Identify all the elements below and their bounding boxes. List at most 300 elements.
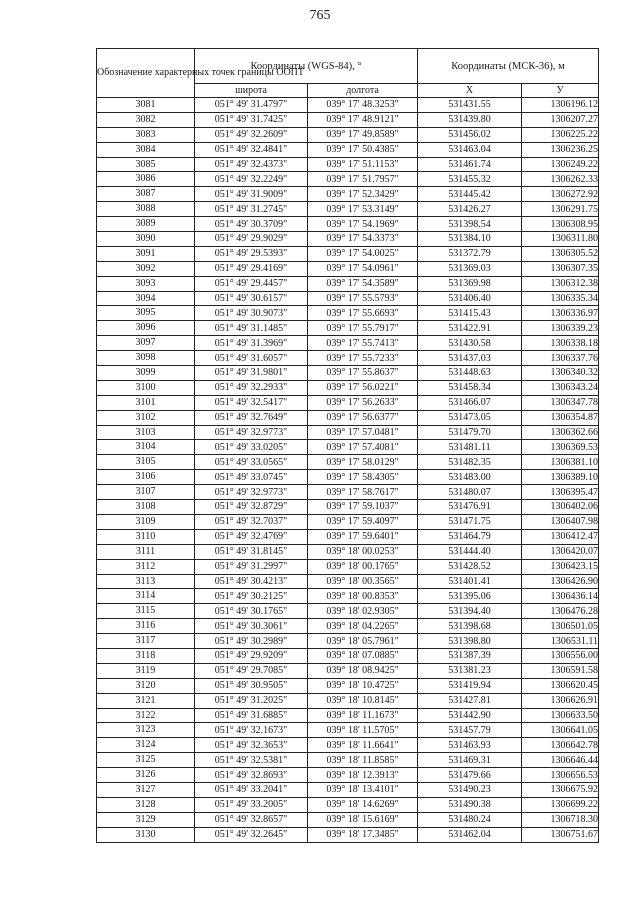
table-body bbox=[97, 98, 599, 843]
point-number-cell: 3121 bbox=[97, 693, 195, 708]
point-number-cell: 3124 bbox=[97, 738, 195, 753]
point-number-cell: 3109 bbox=[97, 514, 195, 529]
point-number-cell: 3085 bbox=[97, 157, 195, 172]
x-coordinate-cell: 531406.40 bbox=[418, 291, 522, 306]
point-number-cell: 3112 bbox=[97, 559, 195, 574]
y-coordinate-cell: 1306426.90 bbox=[522, 574, 599, 589]
latitude-cell: 051° 49' 32.7037" bbox=[195, 514, 308, 529]
latitude-cell: 051° 49' 33.2041" bbox=[195, 782, 308, 797]
table-row bbox=[97, 738, 599, 753]
latitude-cell: 051° 49' 30.2125" bbox=[195, 589, 308, 604]
longitude-cell: 039° 18' 11.6641" bbox=[308, 738, 418, 753]
y-coordinate-cell: 1306335.34 bbox=[522, 291, 599, 306]
y-coordinate-cell: 1306476.28 bbox=[522, 604, 599, 619]
latitude-cell: 051° 49' 32.5381" bbox=[195, 753, 308, 768]
longitude-cell: 039° 18' 11.1673" bbox=[308, 708, 418, 723]
longitude-cell: 039° 17' 57.4081" bbox=[308, 440, 418, 455]
table-row bbox=[97, 425, 599, 440]
y-coordinate-cell: 1306626.91 bbox=[522, 693, 599, 708]
longitude-cell: 039° 17' 54.3589" bbox=[308, 276, 418, 291]
latitude-cell: 051° 49' 33.2005" bbox=[195, 797, 308, 812]
point-number-cell: 3118 bbox=[97, 648, 195, 663]
x-coordinate-cell: 531431.55 bbox=[418, 98, 522, 113]
x-coordinate-cell: 531398.54 bbox=[418, 217, 522, 232]
x-coordinate-cell: 531483.00 bbox=[418, 470, 522, 485]
longitude-cell: 039° 18' 14.6269" bbox=[308, 797, 418, 812]
x-coordinate-cell: 531422.91 bbox=[418, 321, 522, 336]
latitude-cell: 051° 49' 29.9209" bbox=[195, 648, 308, 663]
table-row bbox=[97, 276, 599, 291]
latitude-cell: 051° 49' 33.0205" bbox=[195, 440, 308, 455]
table-row bbox=[97, 514, 599, 529]
msk36-column-header: Координаты (МСК-36), м bbox=[418, 49, 599, 84]
x-coordinate-cell: 531466.07 bbox=[418, 395, 522, 410]
longitude-cell: 039° 18' 05.7961" bbox=[308, 634, 418, 649]
point-number-cell: 3119 bbox=[97, 663, 195, 678]
point-number-cell: 3087 bbox=[97, 187, 195, 202]
x-coordinate-cell: 531372.79 bbox=[418, 246, 522, 261]
longitude-cell: 039° 18' 12.3913" bbox=[308, 768, 418, 783]
y-coordinate-cell: 1306436.14 bbox=[522, 589, 599, 604]
point-number-cell: 3129 bbox=[97, 812, 195, 827]
y-coordinate-cell: 1306633.50 bbox=[522, 708, 599, 723]
table-row bbox=[97, 604, 599, 619]
y-coordinate-cell: 1306307.35 bbox=[522, 261, 599, 276]
x-coordinate-cell: 531428.52 bbox=[418, 559, 522, 574]
table-row bbox=[97, 127, 599, 142]
table-row bbox=[97, 500, 599, 515]
table-row bbox=[97, 753, 599, 768]
table-row bbox=[97, 693, 599, 708]
y-coordinate-cell: 1306423.15 bbox=[522, 559, 599, 574]
point-number-cell: 3101 bbox=[97, 395, 195, 410]
x-coordinate-cell: 531479.66 bbox=[418, 768, 522, 783]
longitude-cell: 039° 17' 51.1153" bbox=[308, 157, 418, 172]
table-row bbox=[97, 306, 599, 321]
latitude-cell: 051° 49' 31.9801" bbox=[195, 366, 308, 381]
point-number-cell: 3102 bbox=[97, 410, 195, 425]
y-coordinate-cell: 1306641.05 bbox=[522, 723, 599, 738]
y-coordinate-cell: 1306339.23 bbox=[522, 321, 599, 336]
y-coordinate-cell: 1306718.30 bbox=[522, 812, 599, 827]
table-row bbox=[97, 544, 599, 559]
y-coordinate-cell: 1306531.11 bbox=[522, 634, 599, 649]
y-coordinate-cell: 1306369.53 bbox=[522, 440, 599, 455]
y-coordinate-cell: 1306340.32 bbox=[522, 366, 599, 381]
latitude-cell: 051° 49' 32.9773" bbox=[195, 425, 308, 440]
table-row bbox=[97, 142, 599, 157]
point-number-cell: 3094 bbox=[97, 291, 195, 306]
longitude-cell: 039° 18' 00.3565" bbox=[308, 574, 418, 589]
table-row bbox=[97, 440, 599, 455]
latitude-cell: 051° 49' 32.4373" bbox=[195, 157, 308, 172]
longitude-cell: 039° 17' 55.7413" bbox=[308, 336, 418, 351]
x-coordinate-cell: 531464.79 bbox=[418, 529, 522, 544]
table-row bbox=[97, 678, 599, 693]
point-number-cell: 3098 bbox=[97, 351, 195, 366]
table-row bbox=[97, 157, 599, 172]
longitude-cell: 039° 17' 55.6693" bbox=[308, 306, 418, 321]
latitude-cell: 051° 49' 30.1765" bbox=[195, 604, 308, 619]
x-coordinate-cell: 531482.35 bbox=[418, 455, 522, 470]
table-row bbox=[97, 529, 599, 544]
latitude-cell: 051° 49' 29.7085" bbox=[195, 663, 308, 678]
table-row bbox=[97, 351, 599, 366]
x-coordinate-cell: 531395.06 bbox=[418, 589, 522, 604]
longitude-cell: 039° 18' 07.0885" bbox=[308, 648, 418, 663]
latitude-cell: 051° 49' 32.9773" bbox=[195, 485, 308, 500]
point-number-cell: 3113 bbox=[97, 574, 195, 589]
longitude-cell: 039° 17' 49.8589" bbox=[308, 127, 418, 142]
x-coordinate-cell: 531444.40 bbox=[418, 544, 522, 559]
longitude-cell: 039° 18' 02.9305" bbox=[308, 604, 418, 619]
longitude-cell: 039° 18' 00.1765" bbox=[308, 559, 418, 574]
point-number-cell: 3090 bbox=[97, 232, 195, 247]
y-coordinate-cell: 1306646.44 bbox=[522, 753, 599, 768]
latitude-cell: 051° 49' 32.2609" bbox=[195, 127, 308, 142]
x-coordinate-cell: 531369.98 bbox=[418, 276, 522, 291]
table-row bbox=[97, 246, 599, 261]
y-coordinate-cell: 1306347.78 bbox=[522, 395, 599, 410]
longitude-cell: 039° 17' 57.0481" bbox=[308, 425, 418, 440]
point-number-cell: 3091 bbox=[97, 246, 195, 261]
x-coordinate-cell: 531458.34 bbox=[418, 380, 522, 395]
table-row bbox=[97, 366, 599, 381]
latitude-cell: 051° 49' 29.9029" bbox=[195, 232, 308, 247]
point-column-header: Обозначение характерных точек границы ООПТ bbox=[97, 49, 195, 98]
longitude-cell: 039° 18' 00.0253" bbox=[308, 544, 418, 559]
latitude-cell: 051° 49' 31.3969" bbox=[195, 336, 308, 351]
longitude-cell: 039° 17' 51.7957" bbox=[308, 172, 418, 187]
longitude-cell: 039° 17' 52.3429" bbox=[308, 187, 418, 202]
table-row bbox=[97, 470, 599, 485]
point-number-cell: 3082 bbox=[97, 112, 195, 127]
longitude-cell: 039° 17' 54.3373" bbox=[308, 232, 418, 247]
latitude-cell: 051° 49' 32.4841" bbox=[195, 142, 308, 157]
longitude-cell: 039° 17' 59.1037" bbox=[308, 500, 418, 515]
longitude-cell: 039° 17' 56.2633" bbox=[308, 395, 418, 410]
y-coordinate-cell: 1306308.95 bbox=[522, 217, 599, 232]
latitude-cell: 051° 49' 30.9505" bbox=[195, 678, 308, 693]
y-coordinate-cell: 1306501.05 bbox=[522, 619, 599, 634]
wgs84-column-header: Координаты (WGS-84), ° bbox=[195, 49, 418, 84]
table-row bbox=[97, 202, 599, 217]
table-row bbox=[97, 455, 599, 470]
latitude-cell: 051° 49' 33.0745" bbox=[195, 470, 308, 485]
table-row bbox=[97, 217, 599, 232]
table-row bbox=[97, 485, 599, 500]
x-coordinate-cell: 531456.02 bbox=[418, 127, 522, 142]
latitude-cell: 051° 49' 30.6157" bbox=[195, 291, 308, 306]
latitude-cell: 051° 49' 32.3653" bbox=[195, 738, 308, 753]
table-row bbox=[97, 589, 599, 604]
latitude-cell: 051° 49' 29.4457" bbox=[195, 276, 308, 291]
y-coordinate-cell: 1306407.98 bbox=[522, 514, 599, 529]
table-row bbox=[97, 98, 599, 113]
longitude-cell: 039° 17' 58.7617" bbox=[308, 485, 418, 500]
table-row bbox=[97, 395, 599, 410]
x-coordinate-cell: 531387.39 bbox=[418, 648, 522, 663]
y-coordinate-cell: 1306642.78 bbox=[522, 738, 599, 753]
longitude-cell: 039° 17' 48.9121" bbox=[308, 112, 418, 127]
point-number-cell: 3106 bbox=[97, 470, 195, 485]
latitude-cell: 051° 49' 31.2997" bbox=[195, 559, 308, 574]
y-coordinate-cell: 1306196.12 bbox=[522, 98, 599, 113]
longitude-cell: 039° 17' 54.0961" bbox=[308, 261, 418, 276]
table-row bbox=[97, 336, 599, 351]
y-coordinate-cell: 1306336.97 bbox=[522, 306, 599, 321]
longitude-cell: 039° 17' 55.5793" bbox=[308, 291, 418, 306]
table-row bbox=[97, 321, 599, 336]
x-coordinate-cell: 531457.79 bbox=[418, 723, 522, 738]
y-coordinate-cell: 1306262.33 bbox=[522, 172, 599, 187]
x-coordinate-cell: 531473.05 bbox=[418, 410, 522, 425]
longitude-cell: 039° 18' 08.9425" bbox=[308, 663, 418, 678]
longitude-cell: 039° 18' 10.4725" bbox=[308, 678, 418, 693]
table-row bbox=[97, 797, 599, 812]
longitude-cell: 039° 17' 56.0221" bbox=[308, 380, 418, 395]
x-coordinate-cell: 531401.41 bbox=[418, 574, 522, 589]
x-coordinate-cell: 531471.75 bbox=[418, 514, 522, 529]
longitude-cell: 039° 18' 13.4101" bbox=[308, 782, 418, 797]
latitude-cell: 051° 49' 30.9073" bbox=[195, 306, 308, 321]
point-number-cell: 3125 bbox=[97, 753, 195, 768]
table-row bbox=[97, 827, 599, 842]
point-number-cell: 3089 bbox=[97, 217, 195, 232]
y-coordinate-cell: 1306291.75 bbox=[522, 202, 599, 217]
latitude-cell: 051° 49' 33.0565" bbox=[195, 455, 308, 470]
point-number-cell: 3115 bbox=[97, 604, 195, 619]
x-coordinate-cell: 531381.23 bbox=[418, 663, 522, 678]
table-row bbox=[97, 559, 599, 574]
point-number-cell: 3107 bbox=[97, 485, 195, 500]
table-header-row bbox=[97, 49, 599, 84]
point-number-cell: 3099 bbox=[97, 366, 195, 381]
y-coordinate-cell: 1306751.67 bbox=[522, 827, 599, 842]
point-number-cell: 3122 bbox=[97, 708, 195, 723]
latitude-cell: 051° 49' 31.6885" bbox=[195, 708, 308, 723]
latitude-cell: 051° 49' 32.8657" bbox=[195, 812, 308, 827]
table-row bbox=[97, 261, 599, 276]
latitude-cell: 051° 49' 30.3061" bbox=[195, 619, 308, 634]
x-coordinate-cell: 531469.31 bbox=[418, 753, 522, 768]
y-coordinate-cell: 1306343.24 bbox=[522, 380, 599, 395]
latitude-cell: 051° 49' 31.6057" bbox=[195, 351, 308, 366]
longitude-cell: 039° 17' 58.0129" bbox=[308, 455, 418, 470]
x-coordinate-cell: 531427.81 bbox=[418, 693, 522, 708]
x-coordinate-cell: 531437.03 bbox=[418, 351, 522, 366]
point-number-cell: 3097 bbox=[97, 336, 195, 351]
point-number-cell: 3081 bbox=[97, 98, 195, 113]
point-number-cell: 3104 bbox=[97, 440, 195, 455]
point-number-cell: 3092 bbox=[97, 261, 195, 276]
latitude-cell: 051° 49' 31.7425" bbox=[195, 112, 308, 127]
point-number-cell: 3103 bbox=[97, 425, 195, 440]
y-coordinate-cell: 1306311.80 bbox=[522, 232, 599, 247]
x-coordinate-cell: 531439.80 bbox=[418, 112, 522, 127]
latitude-cell: 051° 49' 32.5417" bbox=[195, 395, 308, 410]
y-coordinate-cell: 1306402.06 bbox=[522, 500, 599, 515]
y-coordinate-cell: 1306249.22 bbox=[522, 157, 599, 172]
table-row bbox=[97, 619, 599, 634]
x-coordinate-cell: 531430.58 bbox=[418, 336, 522, 351]
point-number-cell: 3116 bbox=[97, 619, 195, 634]
point-number-cell: 3110 bbox=[97, 529, 195, 544]
point-number-cell: 3100 bbox=[97, 380, 195, 395]
x-coordinate-cell: 531394.40 bbox=[418, 604, 522, 619]
y-coordinate-cell: 1306395.47 bbox=[522, 485, 599, 500]
point-number-cell: 3117 bbox=[97, 634, 195, 649]
latitude-cell: 051° 49' 30.4213" bbox=[195, 574, 308, 589]
table-row bbox=[97, 410, 599, 425]
point-number-cell: 3114 bbox=[97, 589, 195, 604]
point-number-cell: 3093 bbox=[97, 276, 195, 291]
latitude-cell: 051° 49' 30.2989" bbox=[195, 634, 308, 649]
x-coordinate-cell: 531398.80 bbox=[418, 634, 522, 649]
y-coordinate-cell: 1306207.27 bbox=[522, 112, 599, 127]
longitude-cell: 039° 18' 15.6169" bbox=[308, 812, 418, 827]
x-coordinate-cell: 531490.23 bbox=[418, 782, 522, 797]
x-coordinate-cell: 531463.04 bbox=[418, 142, 522, 157]
point-number-cell: 3120 bbox=[97, 678, 195, 693]
x-coordinate-cell: 531369.03 bbox=[418, 261, 522, 276]
y-column-header: У bbox=[522, 84, 599, 98]
point-number-cell: 3126 bbox=[97, 768, 195, 783]
x-coordinate-cell: 531480.24 bbox=[418, 812, 522, 827]
y-coordinate-cell: 1306305.52 bbox=[522, 246, 599, 261]
table-row bbox=[97, 812, 599, 827]
y-coordinate-cell: 1306338.18 bbox=[522, 336, 599, 351]
y-coordinate-cell: 1306337.76 bbox=[522, 351, 599, 366]
x-coordinate-cell: 531384.10 bbox=[418, 232, 522, 247]
x-coordinate-cell: 531463.93 bbox=[418, 738, 522, 753]
table-row bbox=[97, 172, 599, 187]
table-row bbox=[97, 634, 599, 649]
y-coordinate-cell: 1306381.10 bbox=[522, 455, 599, 470]
y-coordinate-cell: 1306420.07 bbox=[522, 544, 599, 559]
longitude-cell: 039° 17' 59.4097" bbox=[308, 514, 418, 529]
x-coordinate-cell: 531461.74 bbox=[418, 157, 522, 172]
longitude-cell: 039° 17' 48.3253" bbox=[308, 98, 418, 113]
longitude-cell: 039° 17' 54.1969" bbox=[308, 217, 418, 232]
longitude-cell: 039° 17' 53.3149" bbox=[308, 202, 418, 217]
point-number-cell: 3108 bbox=[97, 500, 195, 515]
point-number-cell: 3095 bbox=[97, 306, 195, 321]
point-number-cell: 3127 bbox=[97, 782, 195, 797]
table-row bbox=[97, 574, 599, 589]
longitude-cell: 039° 17' 50.4385" bbox=[308, 142, 418, 157]
latitude-cell: 051° 49' 29.5393" bbox=[195, 246, 308, 261]
y-coordinate-cell: 1306362.66 bbox=[522, 425, 599, 440]
longitude-cell: 039° 17' 58.4305" bbox=[308, 470, 418, 485]
point-number-cell: 3083 bbox=[97, 127, 195, 142]
table-row bbox=[97, 291, 599, 306]
longitude-cell: 039° 17' 55.7233" bbox=[308, 351, 418, 366]
x-coordinate-cell: 531419.94 bbox=[418, 678, 522, 693]
table-row bbox=[97, 187, 599, 202]
y-coordinate-cell: 1306675.92 bbox=[522, 782, 599, 797]
table-row bbox=[97, 112, 599, 127]
latitude-cell: 051° 49' 30.3709" bbox=[195, 217, 308, 232]
latitude-cell: 051° 49' 31.1485" bbox=[195, 321, 308, 336]
y-coordinate-cell: 1306272.92 bbox=[522, 187, 599, 202]
latitude-cell: 051° 49' 31.2745" bbox=[195, 202, 308, 217]
latitude-cell: 051° 49' 31.4797" bbox=[195, 98, 308, 113]
x-column-header: X bbox=[418, 84, 522, 98]
table-row bbox=[97, 708, 599, 723]
longitude-cell: 039° 17' 54.0025" bbox=[308, 246, 418, 261]
point-number-cell: 3096 bbox=[97, 321, 195, 336]
table-row bbox=[97, 648, 599, 663]
x-coordinate-cell: 531481.11 bbox=[418, 440, 522, 455]
page-number: 765 bbox=[309, 8, 331, 23]
longitude-cell: 039° 18' 11.5705" bbox=[308, 723, 418, 738]
longitude-cell: 039° 17' 56.6377" bbox=[308, 410, 418, 425]
x-coordinate-cell: 531445.42 bbox=[418, 187, 522, 202]
latitude-cell: 051° 49' 32.4769" bbox=[195, 529, 308, 544]
longitude-cell: 039° 18' 17.3485" bbox=[308, 827, 418, 842]
table-row bbox=[97, 232, 599, 247]
longitude-cell: 039° 17' 55.8637" bbox=[308, 366, 418, 381]
table-row bbox=[97, 723, 599, 738]
longitude-cell: 039° 18' 10.8145" bbox=[308, 693, 418, 708]
x-coordinate-cell: 531490.38 bbox=[418, 797, 522, 812]
point-number-cell: 3111 bbox=[97, 544, 195, 559]
table-row bbox=[97, 663, 599, 678]
latitude-cell: 051° 49' 32.8729" bbox=[195, 500, 308, 515]
x-coordinate-cell: 531398.68 bbox=[418, 619, 522, 634]
latitude-cell: 051° 49' 32.2249" bbox=[195, 172, 308, 187]
latitude-cell: 051° 49' 29.4169" bbox=[195, 261, 308, 276]
point-number-cell: 3128 bbox=[97, 797, 195, 812]
x-coordinate-cell: 531479.70 bbox=[418, 425, 522, 440]
point-number-cell: 3130 bbox=[97, 827, 195, 842]
y-coordinate-cell: 1306620.45 bbox=[522, 678, 599, 693]
latitude-cell: 051° 49' 32.1673" bbox=[195, 723, 308, 738]
y-coordinate-cell: 1306354.87 bbox=[522, 410, 599, 425]
latitude-cell: 051° 49' 31.8145" bbox=[195, 544, 308, 559]
y-coordinate-cell: 1306312.38 bbox=[522, 276, 599, 291]
y-coordinate-cell: 1306556.00 bbox=[522, 648, 599, 663]
latitude-cell: 051° 49' 32.2645" bbox=[195, 827, 308, 842]
latitude-cell: 051° 49' 31.2025" bbox=[195, 693, 308, 708]
x-coordinate-cell: 531455.32 bbox=[418, 172, 522, 187]
y-coordinate-cell: 1306225.22 bbox=[522, 127, 599, 142]
x-coordinate-cell: 531448.63 bbox=[418, 366, 522, 381]
latitude-cell: 051° 49' 32.2933" bbox=[195, 380, 308, 395]
point-number-cell: 3105 bbox=[97, 455, 195, 470]
y-coordinate-cell: 1306591.58 bbox=[522, 663, 599, 678]
x-coordinate-cell: 531426.27 bbox=[418, 202, 522, 217]
x-coordinate-cell: 531476.91 bbox=[418, 500, 522, 515]
longitude-cell: 039° 17' 55.7917" bbox=[308, 321, 418, 336]
latitude-cell: 051° 49' 32.7649" bbox=[195, 410, 308, 425]
table-row bbox=[97, 380, 599, 395]
coordinates-table bbox=[96, 48, 599, 843]
point-number-cell: 3123 bbox=[97, 723, 195, 738]
table-row bbox=[97, 768, 599, 783]
table-row bbox=[97, 782, 599, 797]
x-coordinate-cell: 531442.90 bbox=[418, 708, 522, 723]
latitude-column-header: широта bbox=[195, 84, 308, 98]
y-coordinate-cell: 1306656.53 bbox=[522, 768, 599, 783]
latitude-cell: 051° 49' 32.8693" bbox=[195, 768, 308, 783]
y-coordinate-cell: 1306412.47 bbox=[522, 529, 599, 544]
y-coordinate-cell: 1306389.10 bbox=[522, 470, 599, 485]
y-coordinate-cell: 1306699.22 bbox=[522, 797, 599, 812]
point-number-cell: 3084 bbox=[97, 142, 195, 157]
y-coordinate-cell: 1306236.25 bbox=[522, 142, 599, 157]
